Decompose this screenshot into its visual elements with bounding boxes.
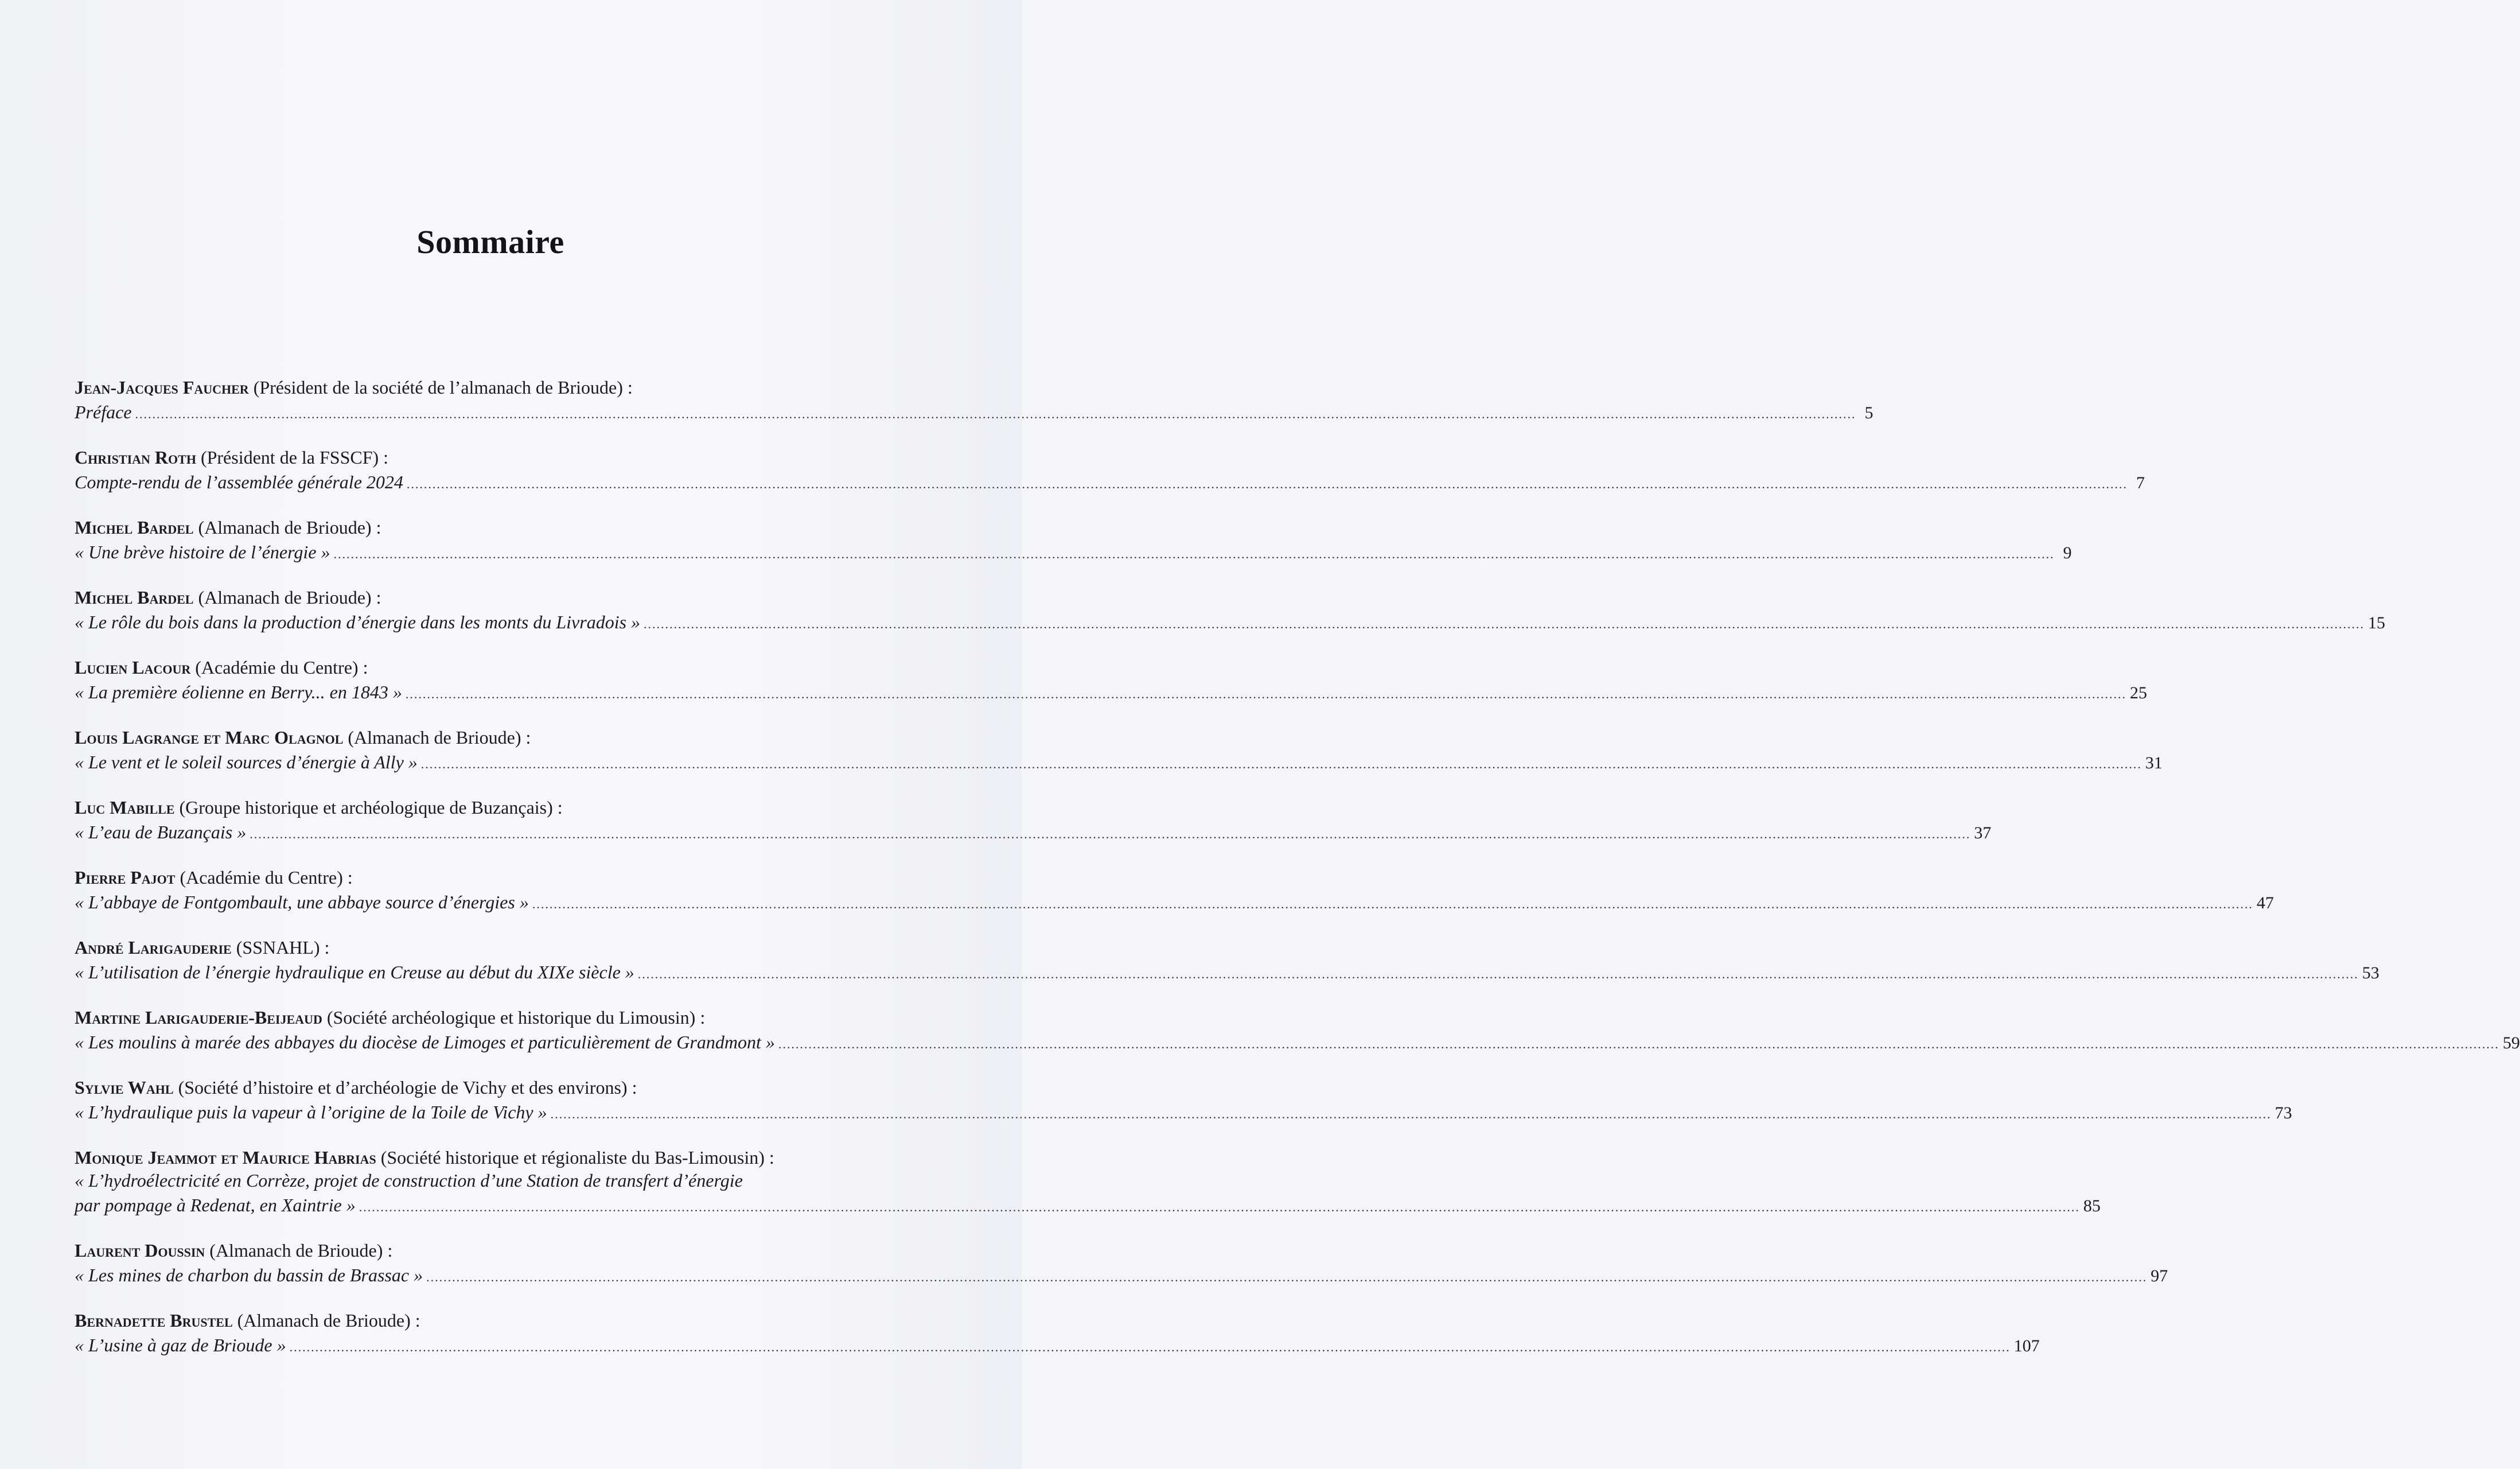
dot-leader: ................................................................................................................................................................................................................................................................................................................................................................................................................ <box>359 1200 2080 1214</box>
entry-author-line <box>75 376 901 399</box>
entry-affiliation: (Almanach de Brioude) : <box>205 1240 393 1261</box>
entry-author-line <box>75 796 901 819</box>
entry-title: « L’hydraulique puis la vapeur à l’origine de la Toile de Vichy » <box>75 1102 547 1122</box>
entry-affiliation: (Président de la FSSCF) : <box>196 447 389 468</box>
entry-author-line <box>75 866 901 889</box>
entry-title-line <box>75 1263 2168 1289</box>
page-title: Sommaire <box>416 223 564 261</box>
entry-author-line <box>75 1239 901 1262</box>
entry-title: par pompage à Redenat, en Xaintrie » <box>75 1195 356 1215</box>
entry-affiliation: (Académie du Centre) : <box>190 657 368 678</box>
toc-entry <box>75 936 2379 1006</box>
entry-page-number: 53 <box>2362 963 2379 982</box>
dot-leader: ................................................................................................................................................................................................................................................................................................................................................................................................................ <box>289 1340 2011 1354</box>
entry-author: Bernadette Brustel <box>75 1310 233 1331</box>
entry-title-line <box>75 1030 2520 1056</box>
entry-page-number: 9 <box>2063 543 2072 562</box>
entry-title-line <box>75 750 2163 776</box>
entry-author: Christian Roth <box>75 447 196 468</box>
dot-leader: ................................................................................................................................................................................................................................................................................................................................................................................................................ <box>550 1107 2272 1121</box>
entry-title: « La première éolienne en Berry... en 1843 » <box>75 682 402 702</box>
entry-author: Laurent Doussin <box>75 1240 205 1261</box>
toc-entry <box>75 516 2072 586</box>
toc-entry <box>75 656 2147 726</box>
entry-title: « L’usine à gaz de Brioude » <box>75 1335 286 1355</box>
toc-entry <box>75 586 2386 656</box>
toc-entry <box>75 866 2274 936</box>
toc-entry <box>75 1309 2040 1379</box>
entry-affiliation: (Almanach de Brioude) : <box>193 587 381 608</box>
entry-author-line <box>75 586 901 609</box>
entry-title-first-line: « L’hydroélectricité en Corrèze, projet de construction d’une Station de transfert d’énergie <box>75 1170 743 1191</box>
dot-leader: ................................................................................................................................................................................................................................................................................................................................................................................................................ <box>420 757 2142 771</box>
entry-affiliation: (Groupe historique et archéologique de Buzançais) : <box>174 797 563 818</box>
dot-leader: ................................................................................................................................................................................................................................................................................................................................................................................................................ <box>637 967 2359 981</box>
toc-entry <box>75 726 2163 796</box>
table-of-contents <box>75 376 2520 1379</box>
entry-title: « L’abbaye de Fontgombault, une abbaye source d’énergies » <box>75 892 529 912</box>
dot-leader: ................................................................................................................................................................................................................................................................................................................................................................................................................ <box>405 687 2126 701</box>
entry-author: Monique Jeammot et Maurice Habrias <box>75 1147 376 1168</box>
entry-title: « Une brève histoire de l’énergie » <box>75 542 330 562</box>
entry-author: Luc Mabille <box>75 797 175 818</box>
entry-page-number: 59 <box>2502 1033 2520 1052</box>
toc-entry <box>75 376 1874 446</box>
toc-entry <box>75 1239 2168 1309</box>
entry-author-line <box>75 516 901 539</box>
entry-title: « Les mines de charbon du bassin de Brassac » <box>75 1265 423 1285</box>
entry-author: Jean-Jacques Faucher <box>75 377 249 398</box>
dot-leader: ................................................................................................................................................................................................................................................................................................................................................................................................................ <box>333 547 2055 561</box>
entry-title: Préface <box>75 402 132 422</box>
toc-entry <box>75 1146 2101 1239</box>
dot-leader: ................................................................................................................................................................................................................................................................................................................................................................................................................ <box>426 1270 2148 1284</box>
dot-leader: ................................................................................................................................................................................................................................................................................................................................................................................................................ <box>250 827 1971 841</box>
entry-title-line <box>75 680 2147 706</box>
dot-leader: ................................................................................................................................................................................................................................................................................................................................................................................................................ <box>778 1037 2499 1051</box>
entry-title: « L’utilisation de l’énergie hydraulique en Creuse au début du XIXe siècle » <box>75 962 634 982</box>
entry-title-line <box>75 1333 2040 1359</box>
entry-affiliation: (Président de la société de l’almanach de Brioude) : <box>248 377 633 398</box>
entry-affiliation: (SSNAHL) : <box>231 937 330 958</box>
entry-page-number: 97 <box>2151 1266 2168 1285</box>
entry-title-line <box>75 890 2274 916</box>
entry-page-number: 85 <box>2083 1196 2101 1215</box>
entry-author-line <box>75 936 901 959</box>
entry-title: « Les moulins à marée des abbayes du diocèse de Limoges et particulièrement de Grandmont » <box>75 1032 775 1052</box>
entry-author-line <box>75 1006 901 1029</box>
toc-entry <box>75 1006 2520 1076</box>
entry-page-number: 107 <box>2013 1336 2040 1355</box>
entry-page-number: 31 <box>2145 753 2163 772</box>
entry-author-line <box>75 1146 901 1169</box>
toc-entry <box>75 1076 2292 1146</box>
entry-title: « L’eau de Buzançais » <box>75 822 247 842</box>
entry-page-number: 15 <box>2368 613 2386 632</box>
entry-title-line <box>75 820 1992 846</box>
entry-author-line <box>75 726 901 749</box>
entry-title-line <box>75 960 2379 986</box>
entry-affiliation: (Société archéologique et historique du Limousin) : <box>322 1007 706 1028</box>
entry-title-line <box>75 470 2145 496</box>
toc-entry <box>75 446 2145 516</box>
entry-title: « Le vent et le soleil sources d’énergie à Ally » <box>75 752 418 772</box>
entry-author: Louis Lagrange et Marc Olagnol <box>75 727 344 748</box>
entry-author: Michel Bardel <box>75 517 194 538</box>
entry-author: André Larigauderie <box>75 937 232 958</box>
entry-page-number: 7 <box>2136 473 2145 492</box>
entry-affiliation: (Académie du Centre) : <box>175 867 353 888</box>
entry-page-number: 5 <box>1864 403 1874 422</box>
dot-leader: ................................................................................................................................................................................................................................................................................................................................................................................................................ <box>406 477 2128 491</box>
entry-affiliation: (Almanach de Brioude) : <box>193 517 381 538</box>
entry-affiliation: (Société d’histoire et d’archéologie de Vichy et des environs) : <box>173 1077 637 1098</box>
dot-leader: ................................................................................................................................................................................................................................................................................................................................................................................................................ <box>532 897 2253 911</box>
entry-affiliation: (Almanach de Brioude) : <box>343 727 531 748</box>
entry-page-number: 47 <box>2256 893 2274 912</box>
entry-affiliation: (Almanach de Brioude) : <box>232 1310 420 1331</box>
dot-leader: ................................................................................................................................................................................................................................................................................................................................................................................................................ <box>135 407 1856 421</box>
entry-author: Pierre Pajot <box>75 867 176 888</box>
entry-author: Lucien Lacour <box>75 657 191 678</box>
entry-title: Compte-rendu de l’assemblée générale 2024 <box>75 472 403 492</box>
entry-author: Michel Bardel <box>75 587 194 608</box>
entry-title-line <box>75 1193 2101 1219</box>
entry-author-line <box>75 1309 901 1332</box>
entry-author: Martine Larigauderie-Beijeaud <box>75 1007 322 1028</box>
entry-title-line <box>75 1100 2292 1126</box>
entry-title-line <box>75 540 2072 566</box>
entry-author: Sylvie Wahl <box>75 1077 174 1098</box>
entry-author-line <box>75 656 901 679</box>
entry-affiliation: (Société historique et régionaliste du Bas-Limousin) : <box>376 1147 774 1168</box>
entry-title: « Le rôle du bois dans la production d’énergie dans les monts du Livradois » <box>75 612 641 632</box>
dot-leader: ................................................................................................................................................................................................................................................................................................................................................................................................................ <box>644 617 2365 631</box>
entry-title-line <box>75 400 1874 426</box>
toc-entry <box>75 796 1992 866</box>
entry-page-number: 73 <box>2274 1103 2292 1122</box>
entry-page-number: 25 <box>2129 683 2147 702</box>
entry-author-line <box>75 446 901 469</box>
entry-page-number: 37 <box>1974 823 1992 842</box>
entry-title-line <box>75 610 2386 636</box>
entry-author-line <box>75 1076 901 1099</box>
